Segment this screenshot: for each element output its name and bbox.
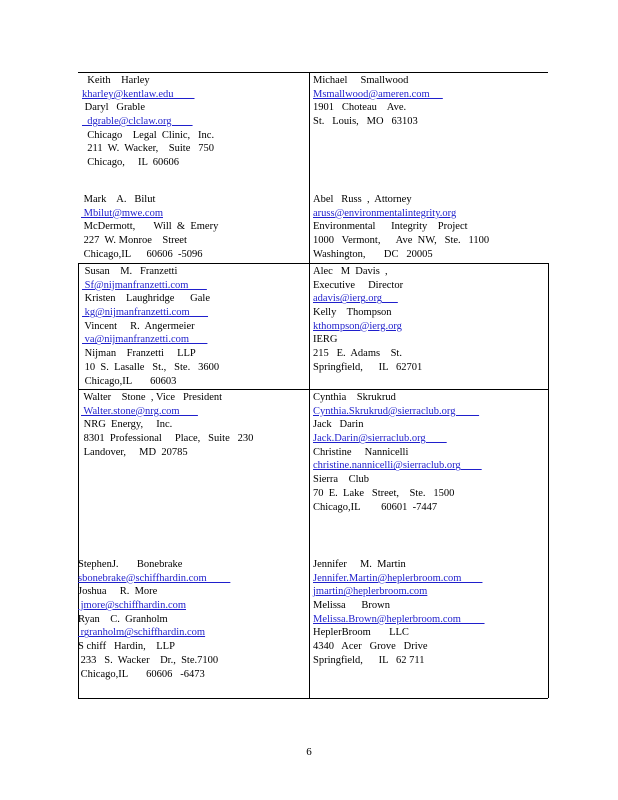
contact-line: StephenJ. Bonebrake xyxy=(78,559,183,570)
contact-line: Cynthia Skrukrud xyxy=(313,392,396,403)
contact-line: Springfield, IL 62701 xyxy=(313,361,423,373)
contact-line: Chicago,IL 60601 -7447 xyxy=(313,501,438,513)
contact-line: St. Louis, MO 63103 xyxy=(313,116,418,128)
contact-line: Chicago,IL 60606 -6473 xyxy=(78,668,205,680)
contact-line: Abel Russ , Attorney xyxy=(313,194,412,205)
email-link[interactable]: Walter.stone@nrg.com xyxy=(81,405,198,417)
email-link[interactable]: jmore@schiffhardin.com xyxy=(78,600,187,612)
email-link[interactable]: adavis@ierg.org xyxy=(313,293,398,305)
contact-line: IERG xyxy=(313,334,338,346)
contact-line: Vincent R. Angermeier xyxy=(82,320,195,332)
email-link[interactable]: aruss@environmentalintegrity.org xyxy=(313,207,457,219)
contact-line: 227 W. Monroe Street xyxy=(81,235,187,247)
contact-cell xyxy=(82,74,214,170)
contact-line: Mark A. Bilut xyxy=(81,194,156,205)
page-number: 6 xyxy=(306,746,312,758)
contact-line: Chicago Legal Clinic, Inc. xyxy=(82,129,215,141)
contact-line: 4340 Acer Grove Drive xyxy=(313,641,428,653)
table-row-border xyxy=(78,389,548,390)
contact-line: 233 S. Wacker Dr., Ste.7100 xyxy=(78,654,219,666)
email-link[interactable]: kg@nijmanfranzetti.com xyxy=(82,307,209,319)
contact-line: Chicago,IL 60603 xyxy=(82,375,177,387)
contact-line: 1901 Choteau Ave. xyxy=(313,102,407,114)
contact-line: Landover, MD 20785 xyxy=(81,446,188,458)
contact-line: 1000 Vermont, Ave NW, Ste. 1100 xyxy=(313,235,490,247)
email-link[interactable]: va@nijmanfranzetti.com xyxy=(82,334,208,346)
contact-line: Michael Smallwood xyxy=(313,75,409,86)
contact-line: Executive Director xyxy=(313,279,404,291)
email-link[interactable]: Msmallwood@ameren.com xyxy=(313,88,443,100)
contact-cell xyxy=(81,193,218,261)
contact-line: Ryan C. Granholm xyxy=(78,613,168,625)
contact-line: McDermott, Will & Emery xyxy=(81,221,219,233)
contact-line: Walter Stone , Vice President xyxy=(81,392,223,403)
contact-line: Springfield, IL 62 711 xyxy=(313,654,425,666)
contact-cell xyxy=(313,558,485,668)
contact-line: 70 E. Lake Street, Ste. 1500 xyxy=(313,487,455,499)
contact-line: HeplerBroom LLC xyxy=(313,627,409,639)
contact-line: Daryl Grable xyxy=(82,102,145,114)
contact-line: NRG Energy, Inc. xyxy=(81,419,173,431)
email-link[interactable]: kharley@kentlaw.edu xyxy=(82,88,195,100)
contact-line: 10 S. Lasalle St., Ste. 3600 xyxy=(82,361,220,373)
contact-line: 215 E. Adams St. xyxy=(313,348,402,360)
email-link[interactable]: sbonebrake@schiffhardin.com xyxy=(78,572,231,584)
contact-line: Sierra Club xyxy=(313,474,369,486)
email-link[interactable]: kthompson@ierg.org xyxy=(313,320,402,332)
email-link[interactable]: Melissa.Brown@heplerbroom.com xyxy=(313,613,485,625)
contact-cell xyxy=(81,391,253,459)
contact-line: Keith Harley xyxy=(82,75,150,86)
contact-line: Chicago,IL 60606 -5096 xyxy=(81,248,203,260)
email-link[interactable]: rgranholm@schiffhardin.com xyxy=(78,627,206,639)
email-link[interactable]: dgrable@clclaw.org xyxy=(82,116,193,128)
table-right-border xyxy=(548,263,549,698)
contact-cell xyxy=(313,391,482,514)
contact-line: 8301 Professional Place, Suite 230 xyxy=(81,433,254,445)
contact-line: 211 W. Wacker, Suite 750 xyxy=(82,143,215,155)
table-row-border xyxy=(78,263,548,264)
contact-line: Joshua R. More xyxy=(78,586,158,598)
contact-line: Melissa Brown xyxy=(313,600,390,612)
contact-cell xyxy=(82,265,219,388)
contact-line: Susan M. Franzetti xyxy=(82,266,178,277)
email-link[interactable]: Cynthia.Skrukrud@sierraclub.org xyxy=(313,405,480,417)
table-center-divider xyxy=(309,72,310,698)
contact-line: Jack Darin xyxy=(313,419,364,431)
contact-cell xyxy=(313,193,489,261)
contact-cell xyxy=(78,558,230,681)
contact-line: Environmental Integrity Project xyxy=(313,221,468,233)
contact-line: Jennifer M. Martin xyxy=(313,559,406,570)
table-top-border xyxy=(78,72,548,73)
email-link[interactable]: Mbilut@mwe.com xyxy=(81,207,163,219)
contact-line: Nijman Franzetti LLP xyxy=(82,348,196,360)
table-bottom-border xyxy=(78,698,548,699)
email-link[interactable]: Sf@nijmanfranzetti.com xyxy=(82,279,207,291)
contact-line: Kelly Thompson xyxy=(313,307,392,319)
email-link[interactable]: christine.nannicelli@sierraclub.org xyxy=(313,460,482,472)
email-link[interactable]: Jack.Darin@sierraclub.org xyxy=(313,433,447,445)
email-link[interactable]: Jennifer.Martin@heplerbroom.com xyxy=(313,572,483,584)
contact-cell xyxy=(313,74,443,129)
contact-line: Alec M Davis , xyxy=(313,266,388,277)
contact-line: S chiff Hardin, LLP xyxy=(78,641,175,653)
contact-line: Christine Nannicelli xyxy=(313,446,409,458)
contact-line: Chicago, IL 60606 xyxy=(82,157,180,169)
email-link[interactable]: jmartin@heplerbroom.com xyxy=(313,586,428,598)
contact-line: Washington, DC 20005 xyxy=(313,248,433,260)
contact-line: Kristen Laughridge Gale xyxy=(82,293,211,305)
contact-cell xyxy=(313,265,422,375)
